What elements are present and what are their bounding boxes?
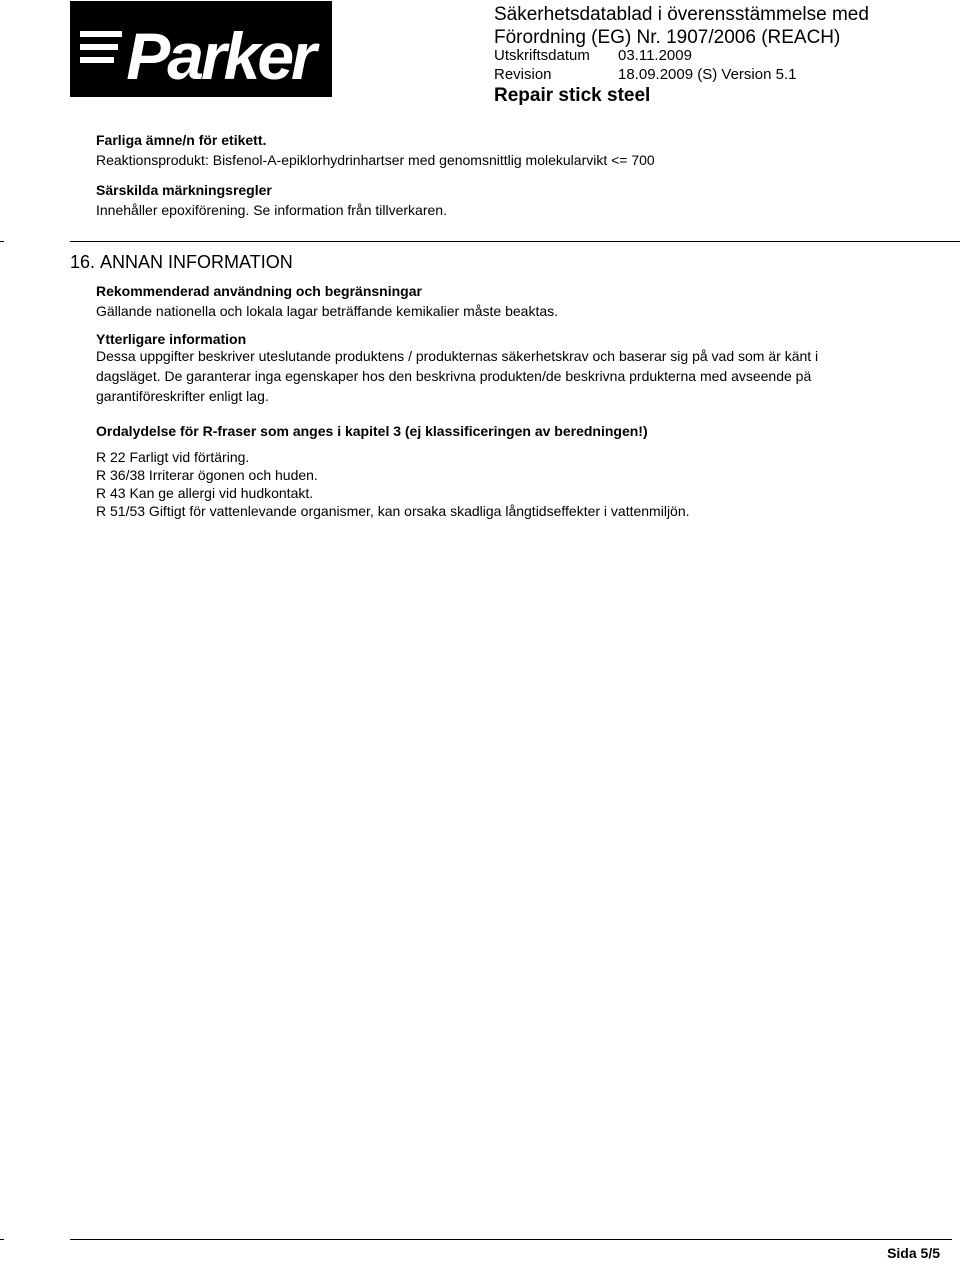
further-text: Dessa uppgifter beskriver uteslutande produktens / produkternas säkerhetskrav och baserar sig på vad som är känt i dagsläget. De garanterar inga egenskaper hos den beskrivna produkten/de beskrivna prdukterna med avseende pä garantiföreskrifter enligt lag. [96, 348, 819, 404]
footer-divider [70, 1239, 952, 1240]
rphrases-heading: Ordalydelse för R-fraser som anges i kapitel 3 (ej klassificeringen av beredningen!) [96, 423, 648, 439]
hazard-heading: Farliga ämne/n för etikett. [96, 132, 267, 148]
header-print-date [494, 47, 692, 65]
labeling-block [96, 180, 920, 220]
labeling-heading: Särskilda märkningsregler [96, 182, 272, 198]
hazard-label-block [96, 130, 920, 170]
rphrases-list [96, 448, 920, 520]
print-date-label: Utskriftsdatum [494, 47, 590, 64]
product-name: Repair stick steel [494, 85, 651, 106]
further-heading: Ytterligare information [96, 331, 247, 347]
section-divider [70, 241, 960, 242]
margin-tick [0, 1239, 4, 1240]
section-title-text: ANNAN INFORMATION [100, 252, 293, 272]
header-title-line2: Förordning (EG) Nr. 1907/2006 (REACH) [494, 27, 841, 48]
parker-logo [70, 1, 332, 97]
rphrases-block [96, 421, 920, 441]
rphrase-item: R 22 Farligt vid förtäring. [96, 449, 250, 465]
labeling-text: Innehåller epoxiförening. Se information från tillverkaren. [96, 202, 447, 218]
hazard-text: Reaktionsprodukt: Bisfenol-A-epiklorhydrinhartser med genomsnittlig molekularvikt <= 700 [96, 152, 655, 168]
revision-value: 18.09.2009 (S) Version 5.1 [618, 66, 797, 83]
page-number: Sida 5/5 [887, 1245, 940, 1261]
header-title-line1: Säkerhetsdatablad i överensstämmelse med [494, 4, 869, 25]
recommended-heading: Rekommenderad användning och begränsningar [96, 283, 422, 299]
print-date-value: 03.11.2009 [618, 47, 692, 64]
logo-wordmark: Parker [126, 19, 314, 93]
margin-tick [0, 241, 4, 242]
recommended-use-block [96, 281, 920, 321]
rphrase-item: R 51/53 Giftigt för vattenlevande organismer, kan orsaka skadliga långtidseffekter i vattenmiljön. [96, 503, 690, 519]
section-number: 16. [70, 252, 96, 272]
rphrase-item: R 36/38 Irriterar ögonen och huden. [96, 467, 318, 483]
revision-label: Revision [494, 66, 552, 83]
header-revision [494, 66, 796, 84]
rphrase-item: R 43 Kan ge allergi vid hudkontakt. [96, 485, 314, 501]
section-16-title [70, 250, 298, 274]
recommended-text: Gällande nationella och lokala lagar beträffande kemikalier måste beaktas. [96, 303, 559, 319]
